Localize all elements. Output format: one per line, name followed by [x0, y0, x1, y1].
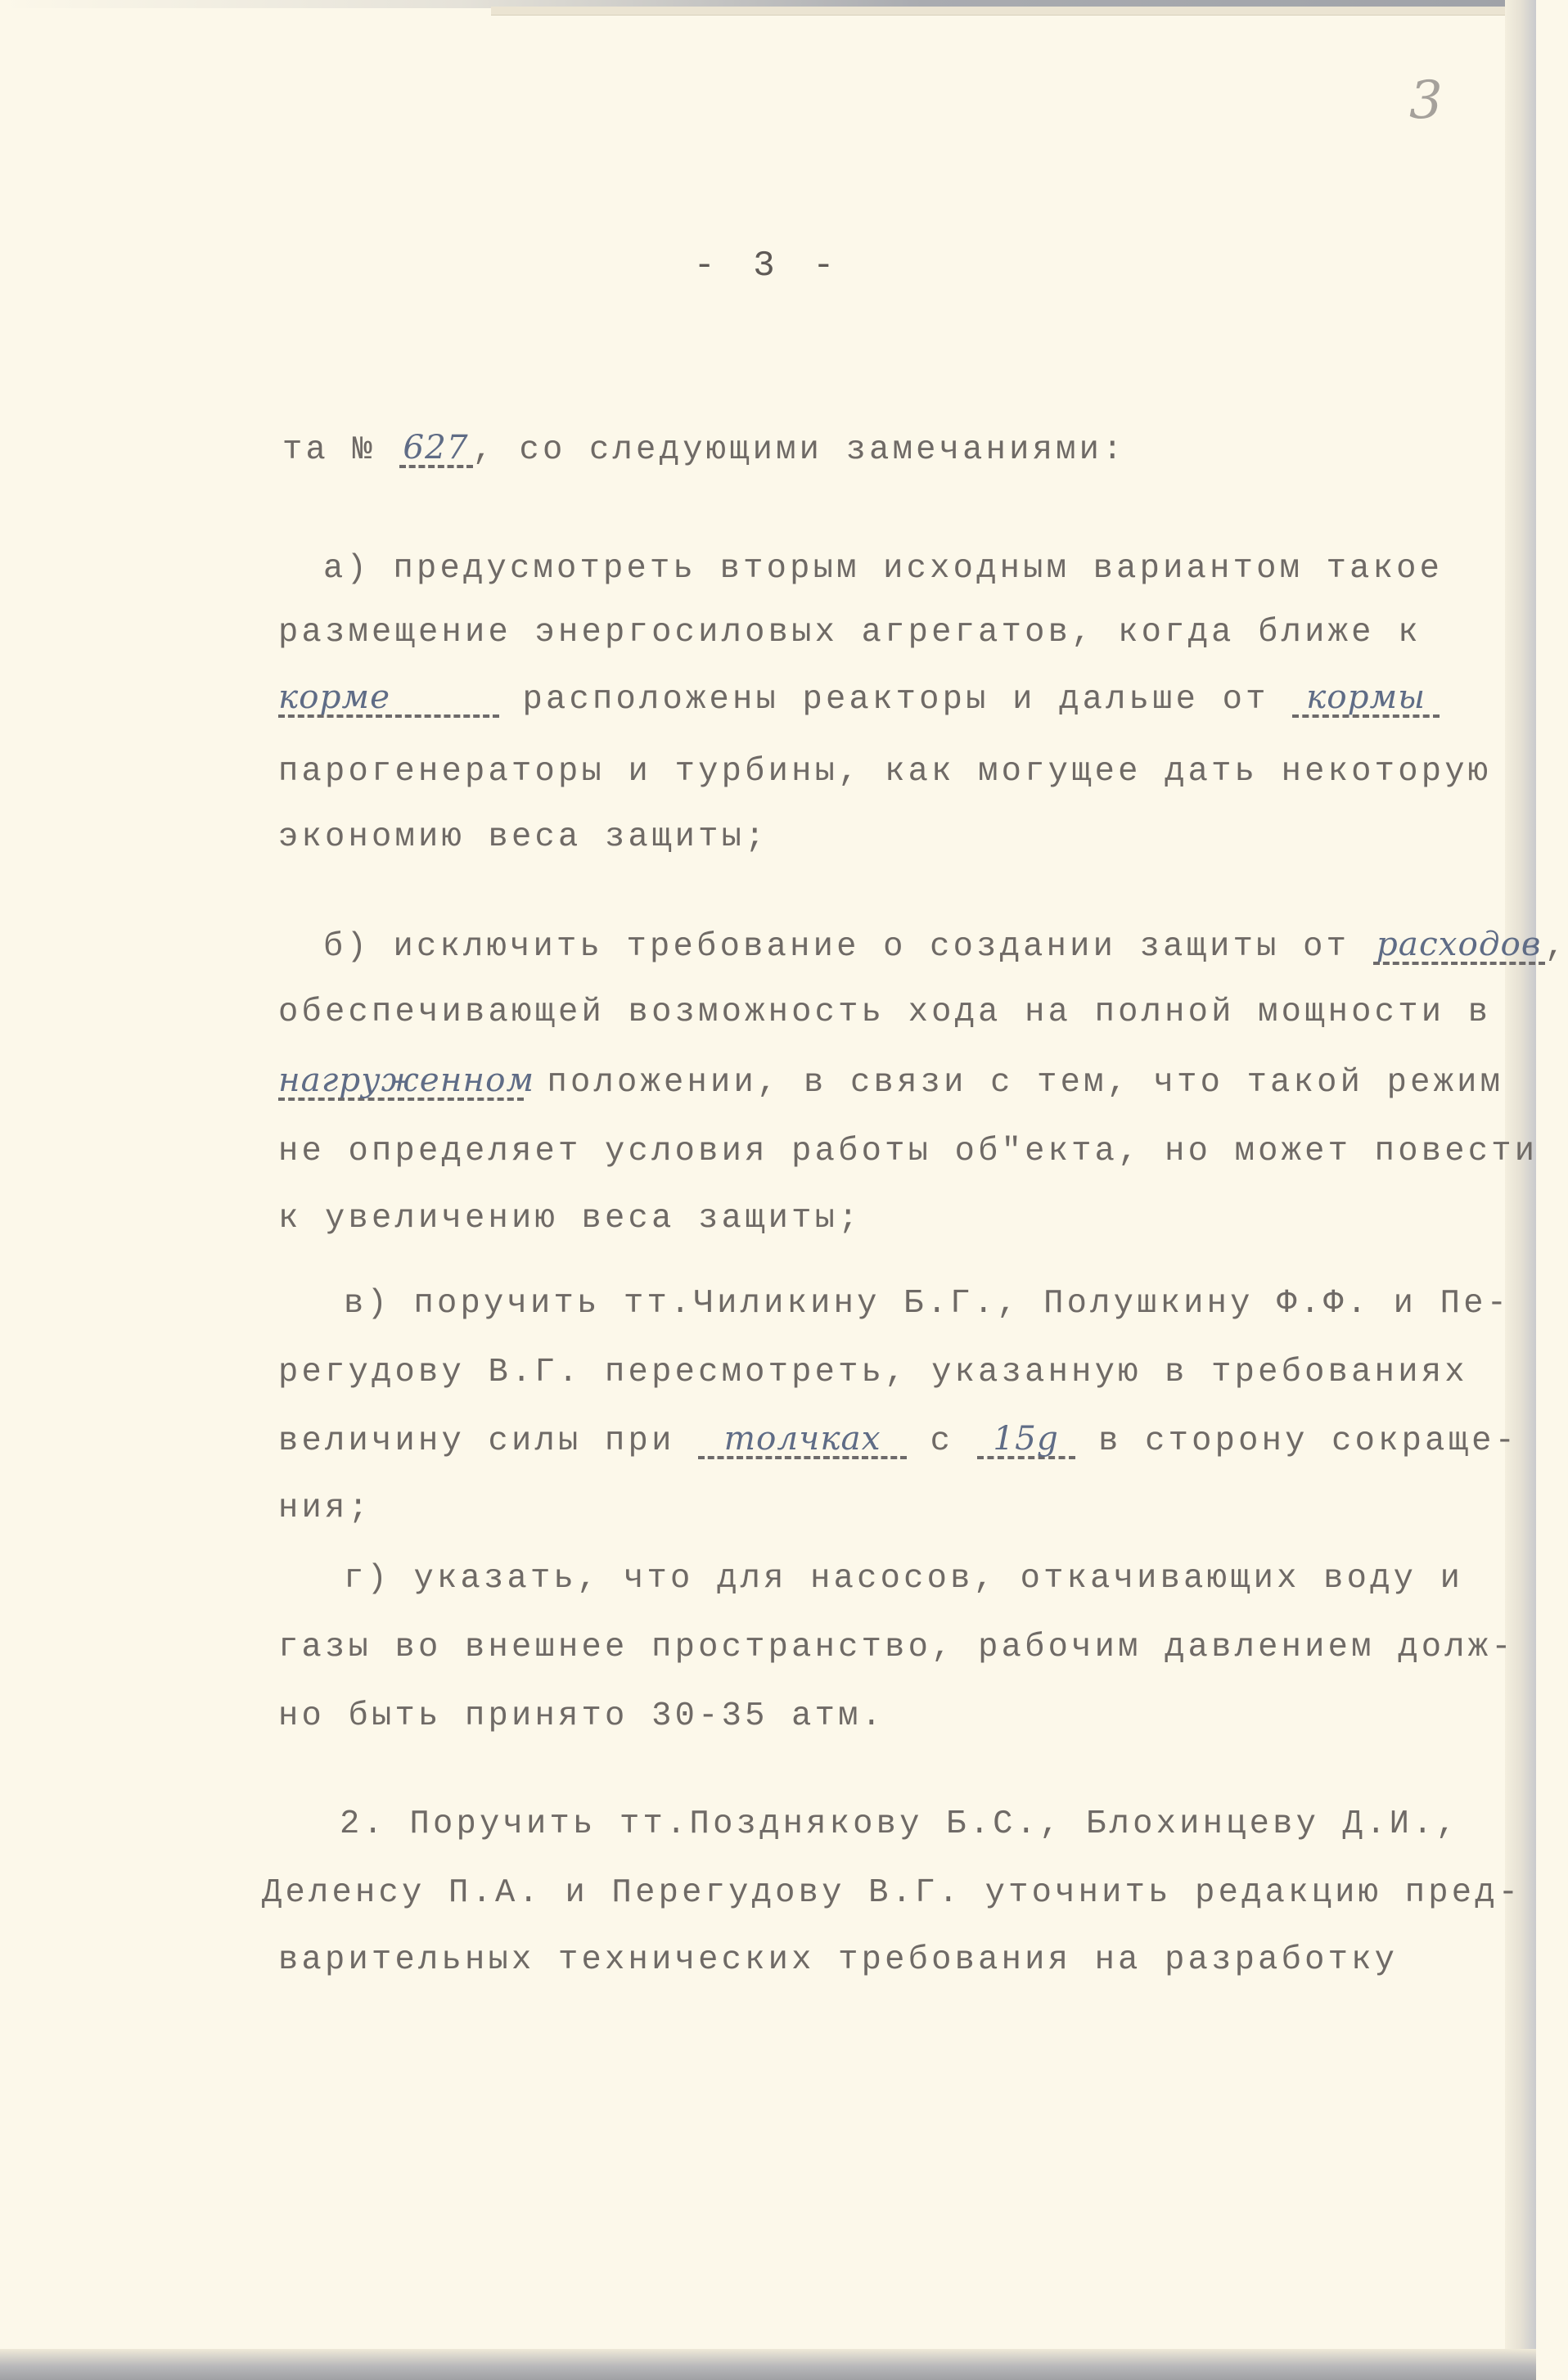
- typed-text: положении, в связи с тем, что такой режим: [524, 1064, 1504, 1102]
- typed-text: расположены реакторы и дальше от: [499, 681, 1293, 719]
- text-line: к увеличению веса защиты;: [278, 1200, 862, 1237]
- handwritten-word: нагруженном: [278, 1060, 535, 1099]
- text-line: Деленсу П.А. и Перегудову В.Г. уточнить редакцию пред-: [262, 1874, 1522, 1912]
- handwritten-word: расходов: [1373, 926, 1545, 965]
- text-line: а) предусмотреть вторым исходным вариантом такое: [323, 550, 1444, 588]
- text-line: не определяет условия работы об"екта, но может повести: [278, 1133, 1539, 1170]
- typed-text: , со следующими замечаниями:: [472, 431, 1126, 469]
- text-line: экономию веса защиты;: [278, 818, 768, 856]
- page-stack-edge: [491, 7, 1506, 16]
- text-line: парогенераторы и турбины, как могущее дать некоторую: [278, 753, 1492, 791]
- typed-text: в сторону сокраще-: [1075, 1422, 1519, 1460]
- text-line: но быть принято 30-35 атм.: [278, 1697, 885, 1735]
- scan-background-right: [1505, 0, 1536, 2380]
- text-line: [323, 926, 1568, 966]
- text-line: [278, 679, 1440, 719]
- typed-text: б) исключить требование о создании защиты от: [323, 928, 1373, 966]
- handwritten-number: 627: [399, 430, 473, 468]
- handwritten-value: 15g: [977, 1421, 1075, 1459]
- text-line: в) поручить тт.Чиликину Б.Г., Полушкину Ф.Ф. и Пе-: [344, 1285, 1511, 1323]
- text-line: регудову В.Г. пересмотреть, указанную в требованиях: [278, 1354, 1468, 1391]
- page-number: - 3 -: [693, 246, 843, 286]
- typed-text: ,: [1544, 928, 1568, 966]
- text-line: 2. Поручить тт.Позднякову Б.С., Блохинцеву Д.И.,: [340, 1805, 1460, 1843]
- text-line: размещение энергосиловых агрегатов, когда ближе к: [278, 614, 1422, 651]
- handwritten-word: кормы: [1292, 679, 1440, 718]
- handwritten-word: корме: [278, 679, 499, 718]
- text-line: обеспечивающей возможность хода на полной мощности в: [278, 994, 1492, 1031]
- scan-background-bottom: [0, 2349, 1536, 2380]
- text-line: ния;: [278, 1490, 372, 1527]
- text-line: [278, 1418, 1519, 1460]
- typed-text: та №: [282, 431, 399, 469]
- text-line: [282, 427, 1126, 469]
- text-line: газы во внешнее пространство, рабочим давлением долж-: [278, 1629, 1515, 1666]
- text-line: варительных технических требования на разработку: [278, 1941, 1399, 1979]
- typed-text: с: [907, 1422, 977, 1460]
- handwritten-word: толчках: [698, 1421, 907, 1459]
- typed-text: величину силы при: [278, 1422, 699, 1460]
- handwritten-folio-number: 3: [1409, 70, 1443, 131]
- text-line: г) указать, что для насосов, откачивающих воду и: [344, 1560, 1464, 1598]
- text-line: [278, 1062, 1503, 1102]
